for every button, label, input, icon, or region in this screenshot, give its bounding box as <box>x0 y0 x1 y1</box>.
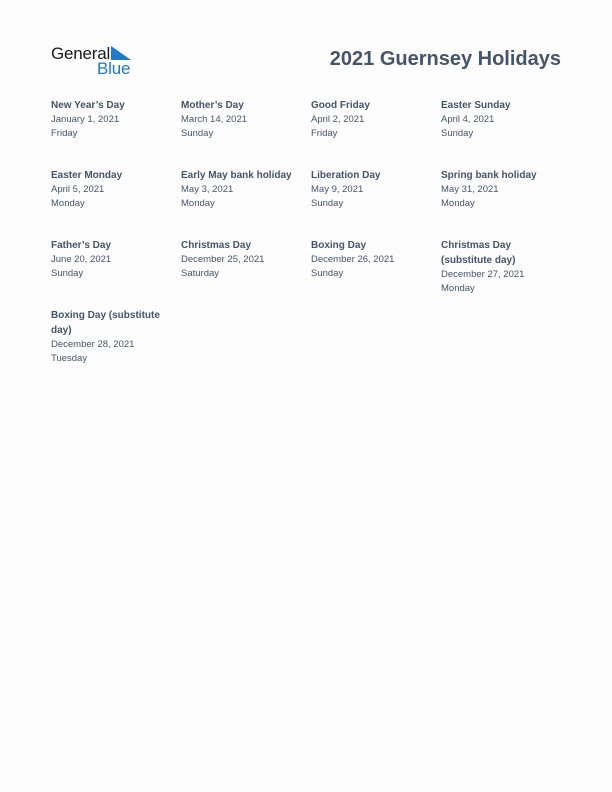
holiday-item <box>51 308 169 366</box>
holiday-name: Christmas Day <box>181 240 252 251</box>
holiday-date: May 3, 2021 <box>181 184 234 195</box>
holiday-item <box>311 168 431 211</box>
holiday-item <box>51 98 171 141</box>
holiday-name: Boxing Day <box>311 240 367 251</box>
holiday-name: Good Friday <box>311 100 370 111</box>
holiday-weekday: Sunday <box>441 128 474 139</box>
holiday-item <box>181 168 306 211</box>
holiday-date: December 27, 2021 <box>441 269 525 280</box>
holiday-weekday: Sunday <box>311 268 344 279</box>
holiday-item <box>181 238 301 281</box>
holiday-weekday: Monday <box>441 198 475 209</box>
logo-triangle-icon <box>111 46 131 60</box>
holiday-date: April 5, 2021 <box>51 184 105 195</box>
holiday-date: December 26, 2021 <box>311 254 395 265</box>
holiday-item <box>441 238 541 296</box>
holiday-date: June 20, 2021 <box>51 254 112 265</box>
holiday-date: January 1, 2021 <box>51 114 120 125</box>
holiday-weekday: Sunday <box>181 128 214 139</box>
holiday-date: April 2, 2021 <box>311 114 365 125</box>
holiday-item <box>311 98 431 141</box>
holiday-item <box>51 238 171 281</box>
holiday-name: Liberation Day <box>311 170 381 181</box>
page-title: 2021 Guernsey Holidays <box>329 48 561 70</box>
holiday-weekday: Tuesday <box>51 353 88 364</box>
holiday-weekday: Friday <box>51 128 78 139</box>
holiday-name: Mother’s Day <box>181 100 244 111</box>
holiday-weekday: Monday <box>441 283 475 294</box>
holiday-weekday: Monday <box>181 198 215 209</box>
holiday-weekday: Friday <box>311 128 338 139</box>
logo-word-blue: Blue <box>97 59 131 78</box>
holiday-name: Easter Monday <box>51 170 123 181</box>
holiday-name: Easter Sunday <box>441 100 511 111</box>
holiday-name: Early May bank holiday <box>181 170 292 181</box>
holiday-item <box>441 168 561 211</box>
holiday-date: March 14, 2021 <box>181 114 248 125</box>
holiday-item <box>181 98 301 141</box>
holiday-name: New Year’s Day <box>51 100 125 111</box>
holiday-weekday: Monday <box>51 198 85 209</box>
generalblue-logo <box>51 44 141 78</box>
holiday-date: April 4, 2021 <box>441 114 495 125</box>
holiday-item <box>311 238 431 281</box>
holiday-name: Father’s Day <box>51 240 112 251</box>
holiday-date: May 31, 2021 <box>441 184 499 195</box>
holiday-name: Boxing Day (substitute day) <box>51 310 160 336</box>
holiday-name: Spring bank holiday <box>441 170 537 181</box>
holiday-name: Christmas Day (substitute day) <box>441 240 516 266</box>
logo-word-general: General <box>51 44 111 63</box>
holiday-item <box>441 98 561 141</box>
holiday-date: December 28, 2021 <box>51 339 135 350</box>
holiday-weekday: Sunday <box>311 198 344 209</box>
holiday-weekday: Sunday <box>51 268 84 279</box>
holiday-item <box>51 168 171 211</box>
holiday-date: December 25, 2021 <box>181 254 265 265</box>
holiday-date: May 9, 2021 <box>311 184 364 195</box>
holiday-weekday: Saturday <box>181 268 220 279</box>
